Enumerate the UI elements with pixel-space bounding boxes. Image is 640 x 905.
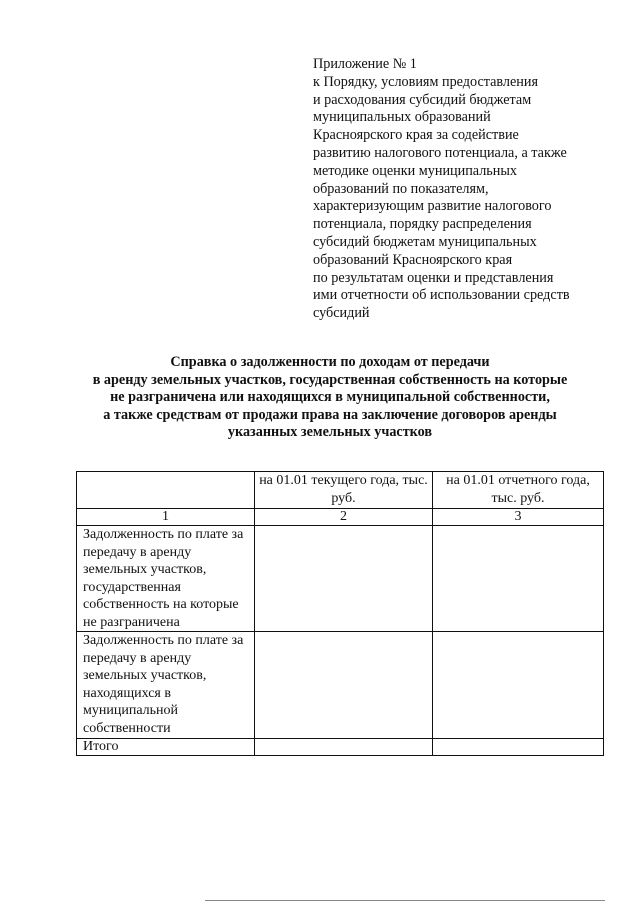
debt-table (76, 471, 604, 756)
appendix-line: ими отчетности об использовании средств (313, 287, 570, 304)
header-cell-empty (77, 472, 255, 509)
column-number: 3 (433, 509, 604, 526)
title-line: не разграничена или находящихся в муниципальной собственности, (110, 389, 550, 405)
appendix-line: к Порядку, условиям предоставления (313, 73, 539, 90)
header-cell-current-year: на 01.01 текущего года, тыс. руб. (255, 472, 433, 509)
appendix-line: потенциала, порядку распределения (313, 216, 532, 233)
value-cell (255, 526, 433, 632)
appendix-line: образований по показателям, (313, 180, 489, 197)
appendix-line: субсидий бюджетам муниципальных (313, 233, 537, 250)
appendix-line: развитию налогового потенциала, а также (313, 144, 567, 161)
appendix-block (313, 56, 613, 323)
title-line: в аренду земельных участков, государственная собственность на которые (92, 371, 568, 388)
table-row (77, 526, 604, 632)
column-number: 2 (255, 509, 433, 526)
value-cell (433, 632, 604, 739)
title-line: Справка о задолженности по доходам от передачи (170, 354, 490, 370)
row-label: Задолженность по плате за передачу в аренду земельных участков, находящихся в муниципальной собственности (77, 632, 255, 739)
value-cell (255, 739, 433, 756)
table-number-row (77, 509, 604, 526)
scan-edge-line (205, 900, 605, 901)
title-line: указанных земельных участков (227, 424, 433, 440)
header-cell-reporting-year: на 01.01 отчетного года, тыс. руб. (433, 472, 604, 509)
appendix-line: характеризующим развитие налогового (313, 198, 552, 215)
document-title (60, 354, 600, 442)
table-header-row (77, 472, 604, 509)
appendix-line: Красноярского края за содействие (313, 127, 519, 144)
appendix-line: и расходования субсидий бюджетам (313, 91, 532, 108)
column-number: 1 (77, 509, 255, 526)
table-row (77, 632, 604, 739)
title-line: а также средствам от продажи права на заключение договоров аренды (103, 406, 557, 423)
table-row-total (77, 739, 604, 756)
appendix-line: Приложение № 1 (313, 56, 417, 72)
appendix-line: субсидий (313, 305, 370, 322)
row-label: Задолженность по плате за передачу в аренду земельных участков, государственная собственность на которые не разграничена (77, 526, 255, 632)
appendix-line: муниципальных образований (313, 109, 491, 126)
value-cell (433, 526, 604, 632)
value-cell (255, 632, 433, 739)
row-label-total: Итого (77, 739, 255, 756)
value-cell (433, 739, 604, 756)
appendix-line: по результатам оценки и представления (313, 269, 554, 286)
appendix-line: образований Красноярского края (313, 251, 513, 268)
appendix-line: методике оценки муниципальных (313, 162, 517, 179)
